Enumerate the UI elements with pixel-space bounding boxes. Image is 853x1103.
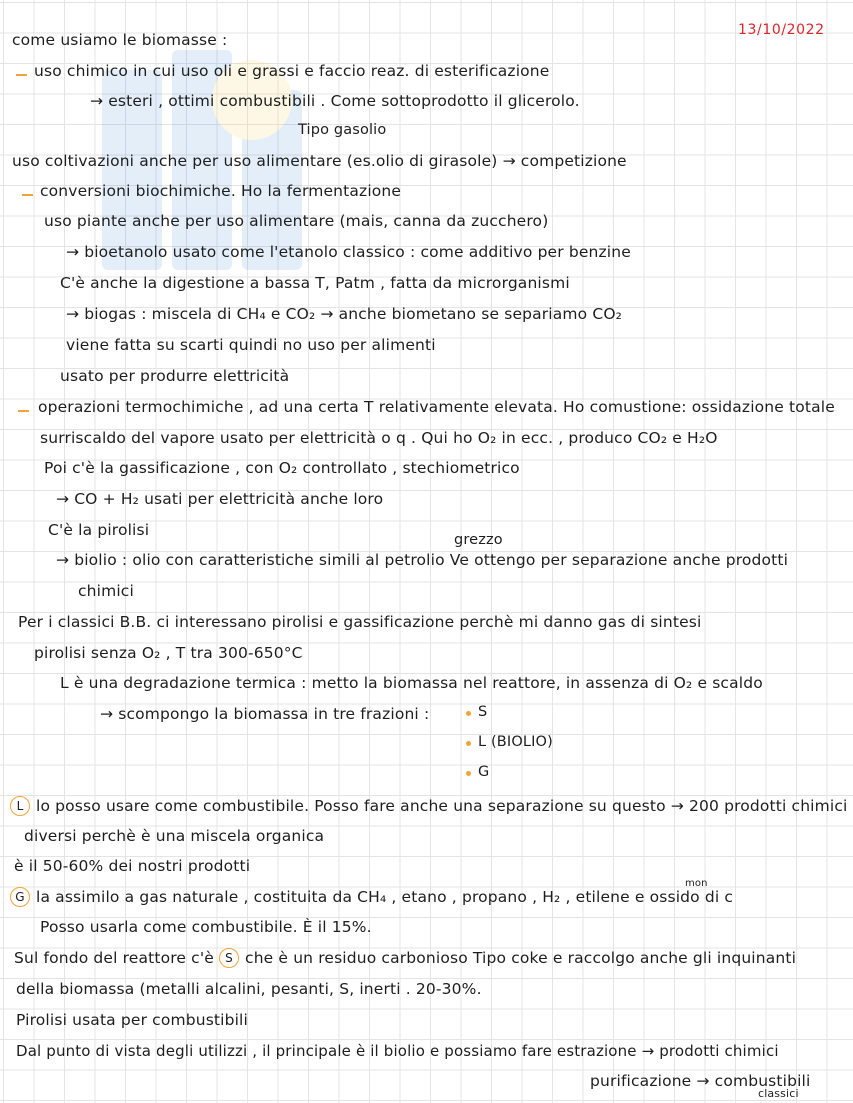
- text-line: purificazione → combustibili: [590, 1072, 811, 1090]
- text-line: operazioni termochimiche , ad una certa T relativamente elevata. Ho comustione: ossidazione totale: [38, 398, 835, 416]
- fraction-gas: G: [478, 764, 490, 780]
- text-line: mon: [685, 878, 708, 889]
- text-line: L è una degradazione termica : metto la biomassa nel reattore, in assenza di O₂ e scaldo: [60, 674, 763, 692]
- orange-bullet-dash: [16, 74, 27, 76]
- text-line-content: Sul fondo del reattore c'è: [14, 949, 214, 967]
- text-line: → CO + H₂ usati per elettricità anche loro: [56, 490, 384, 508]
- fraction-solid: S: [478, 704, 488, 720]
- text-line: chimici: [78, 582, 134, 600]
- solid-marker-icon: S: [219, 948, 239, 968]
- text-line: [10, 887, 733, 907]
- text-line-content: lo posso usare come combustibile. Posso fare anche una separazione su questo → 200 prodotti chimici: [36, 797, 848, 815]
- text-line-content: che è un residuo carbonioso Tipo coke e raccolgo anche gli inquinanti: [245, 949, 797, 967]
- note-date: 13/10/2022: [738, 22, 825, 38]
- text-line: C'è anche la digestione a bassa T, Patm , fatta da microrganismi: [60, 274, 570, 292]
- text-line: → bioetanolo usato come l'etanolo classico : come additivo per benzine: [66, 243, 631, 261]
- gas-marker-icon: G: [10, 887, 30, 907]
- text-line: Per i classici B.B. ci interessano pirolisi e gassificazione perchè mi danno gas di sintesi: [18, 613, 702, 631]
- text-line: grezzo: [454, 532, 503, 548]
- text-line: → esteri , ottimi combustibili . Come sottoprodotto il glicerolo.: [90, 92, 580, 110]
- orange-bullet-dot: [466, 741, 471, 746]
- text-line: è il 50-60% dei nostri prodotti: [14, 857, 251, 875]
- orange-bullet-dash: [18, 410, 29, 412]
- text-line: surriscaldo del vapore usato per elettricità o q . Qui ho O₂ in ecc. , produco CO₂ e H₂O: [40, 429, 718, 447]
- text-line: della biomassa (metalli alcalini, pesanti, S, inerti . 20-30%.: [16, 980, 482, 998]
- text-line: usato per produrre elettricità: [60, 367, 290, 385]
- text-line: Posso usarla come combustibile. È il 15%.: [40, 918, 372, 936]
- text-line: C'è la pirolisi: [48, 521, 150, 539]
- text-line: conversioni biochimiche. Ho la fermentazione: [40, 182, 402, 200]
- text-line: → biolio : olio con caratteristiche simili al petrolio Ve ottengo per separazione anche prodotti: [56, 551, 789, 569]
- text-line-content: la assimilo a gas naturale , costituita da CH₄ , etano , propano , H₂ , etilene e ossido di c: [36, 888, 734, 906]
- text-line: uso chimico in cui uso oli e grassi e faccio reaz. di esterificazione: [34, 62, 550, 80]
- orange-bullet-dot: [466, 771, 471, 776]
- text-line: [10, 796, 847, 816]
- text-line: → biogas : miscela di CH₄ e CO₂ → anche biometano se separiamo CO₂: [66, 305, 623, 323]
- text-line: Tipo gasolio: [298, 122, 387, 138]
- orange-bullet-dot: [466, 711, 471, 716]
- text-line: Pirolisi usata per combustibili: [16, 1011, 248, 1029]
- text-line: classici: [758, 1087, 799, 1100]
- liquid-marker-icon: L: [10, 796, 30, 816]
- fraction-liquid: L (BIOLIO): [478, 734, 553, 750]
- text-line: uso coltivazioni anche per uso alimentare (es.olio di girasole) → competizione: [12, 152, 627, 170]
- text-line: pirolisi senza O₂ , T tra 300-650°C: [34, 644, 303, 662]
- text-line: [14, 948, 796, 968]
- text-line: uso piante anche per uso alimentare (mais, canna da zucchero): [44, 212, 549, 230]
- orange-bullet-dash: [22, 194, 33, 196]
- text-line: → scompongo la biomassa in tre frazioni :: [100, 705, 430, 723]
- text-line: come usiamo le biomasse :: [12, 31, 228, 49]
- text-line: diversi perchè è una miscela organica: [24, 827, 325, 845]
- text-line: Dal punto di vista degli utilizzi , il principale è il biolio e possiamo fare estrazione → prodotti chimici: [16, 1042, 779, 1060]
- text-line: Poi c'è la gassificazione , con O₂ controllato , stechiometrico: [44, 459, 520, 477]
- text-line: viene fatta su scarti quindi no uso per alimenti: [66, 336, 436, 354]
